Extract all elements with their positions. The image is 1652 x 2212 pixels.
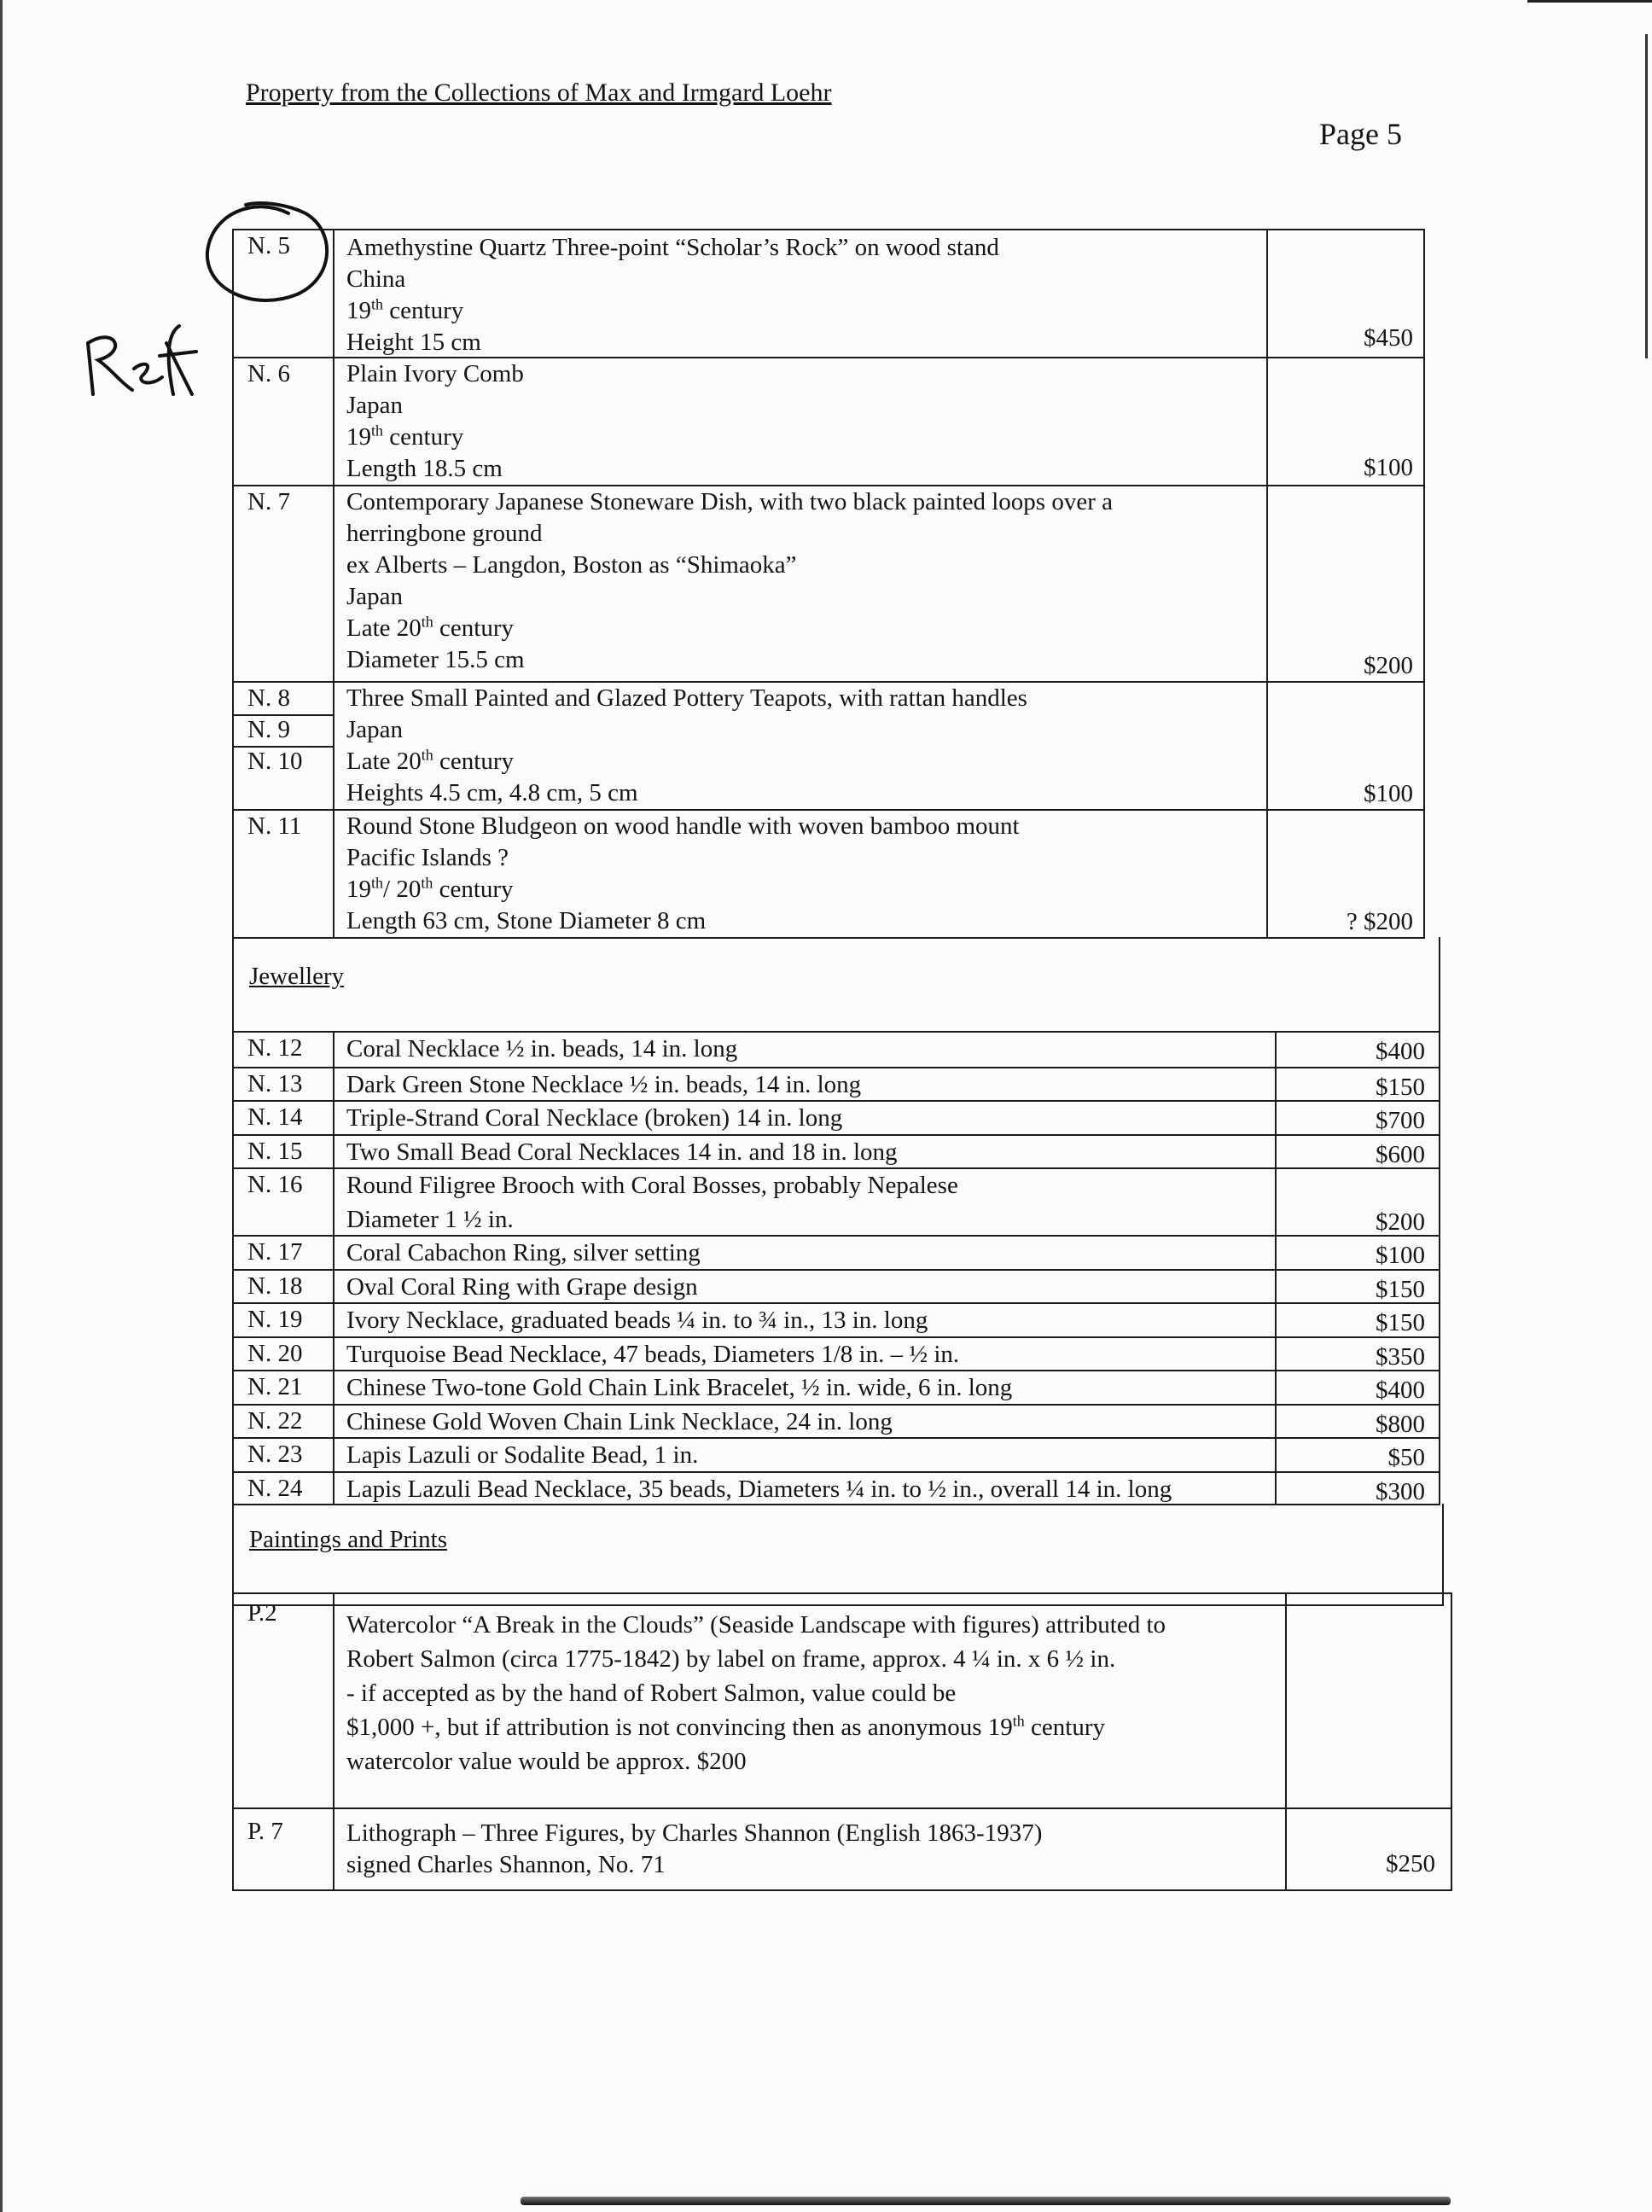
item-number: P.2: [247, 1599, 277, 1627]
table-row: [234, 1067, 1439, 1101]
item-number: N. 14: [247, 1103, 303, 1131]
item-description: Two Small Bead Coral Necklaces 14 in. and 18 in. long: [346, 1138, 898, 1166]
table-row: [234, 681, 1423, 809]
item-description: Chinese Gold Woven Chain Link Necklace, 24 in. long: [346, 1407, 893, 1435]
item-number: N. 19: [247, 1306, 303, 1333]
item-number: N. 12: [247, 1034, 303, 1062]
item-price: $150: [1376, 1309, 1425, 1336]
table-row: [234, 1471, 1439, 1505]
item-number: N. 17: [247, 1238, 303, 1266]
item-number: N. 5: [247, 232, 290, 259]
items-table-top: [232, 229, 1425, 939]
item-price: $300: [1376, 1477, 1425, 1505]
item-price: $150: [1376, 1275, 1425, 1303]
item-description: Coral Cabachon Ring, silver setting: [346, 1239, 701, 1266]
item-description: Lapis Lazuli Bead Necklace, 35 beads, Diameters ¼ in. to ½ in., overall 14 in. long: [346, 1475, 1172, 1503]
table-row: [234, 1235, 1439, 1269]
section-heading: Jewellery: [249, 963, 345, 990]
item-description: Ivory Necklace, graduated beads ¼ in. to ¾ in., 13 in. long: [346, 1307, 928, 1334]
paintings-table: [232, 1592, 1452, 1891]
table-row: [234, 1167, 1439, 1235]
item-description: Coral Necklace ½ in. beads, 14 in. long: [346, 1035, 738, 1062]
item-number: N. 11: [247, 812, 302, 840]
item-price: $800: [1376, 1410, 1425, 1438]
item-price: $400: [1376, 1377, 1425, 1404]
item-price: $50: [1387, 1444, 1425, 1471]
item-description: Lapis Lazuli or Sodalite Bead, 1 in.: [346, 1441, 699, 1469]
table-row: [234, 1437, 1439, 1471]
jewellery-table: [232, 1031, 1440, 1505]
item-price: $450: [1364, 324, 1413, 352]
item-number: N. 18: [247, 1272, 303, 1300]
item-description: Turquoise Bead Necklace, 47 beads, Diameters 1/8 in. – ½ in.: [346, 1340, 960, 1368]
item-description: Oval Coral Ring with Grape design: [346, 1272, 698, 1301]
table-row: [234, 485, 1423, 681]
table-row: [234, 1404, 1439, 1438]
item-number: N. 20: [247, 1339, 303, 1367]
item-description: Triple-Strand Coral Necklace (broken) 14 in. long: [346, 1104, 843, 1132]
item-price: $100: [1376, 1242, 1425, 1269]
section-heading: Paintings and Prints: [249, 1526, 448, 1553]
item-number: N. 10: [247, 748, 303, 775]
item-description: Round Stone Bludgeon on wood handle with woven bamboo mount Pacific Islands ? 19th/ 20th century Length 63 cm, Stone Diameter 8 cm: [346, 812, 1020, 934]
item-price: $350: [1376, 1342, 1425, 1371]
item-price: $700: [1376, 1107, 1425, 1134]
item-price: $400: [1376, 1038, 1425, 1065]
table-row: [234, 1302, 1439, 1336]
table-row: [234, 1100, 1439, 1134]
item-description: Contemporary Japanese Stoneware Dish, with two black painted loops over a herringbone ground ex Alberts – Langdon, Boston as “Shimaoka” Japan Late 20th century Diameter 15.5 cm: [346, 488, 1113, 673]
table-row: [234, 1370, 1439, 1404]
table-row: [234, 1807, 1451, 1889]
item-number: N. 13: [247, 1069, 303, 1097]
table-row: [234, 1336, 1439, 1371]
item-number: N. 21: [247, 1373, 303, 1400]
item-price: $200: [1364, 652, 1413, 679]
item-price: $600: [1376, 1140, 1425, 1168]
item-price: $100: [1364, 454, 1413, 481]
item-number: N. 7: [247, 488, 290, 515]
item-description: Dark Green Stone Necklace ½ in. beads, 14 in. long: [346, 1070, 862, 1098]
item-price: ? $200: [1346, 908, 1413, 935]
item-number: N. 15: [247, 1137, 303, 1165]
item-number: N. 24: [247, 1474, 303, 1502]
item-description: Amethystine Quartz Three-point “Scholar’s Rock” on wood stand China 19th century Height 15 cm: [346, 234, 999, 356]
item-description: Watercolor “A Break in the Clouds” (Seaside Landscape with figures) attributed to Robert Salmon (circa 1775-1842) by label on frame, approx. 4 ¼ in. x 6 ½ in. - if accepted as by the hand of Robert Salmon, value could be $1,000 +, but if attribution is not convincing then as anonymous 19th century watercolor value would be approx. $200: [346, 1611, 1166, 1775]
document-title: Property from the Collections of Max and Irmgard Loehr: [246, 79, 832, 107]
page-edge: [0, 0, 3, 2212]
item-description: Three Small Painted and Glazed Pottery Teapots, with rattan handles Japan Late 20th century Heights 4.5 cm, 4.8 cm, 5 cm: [346, 684, 1027, 806]
item-description: Plain Ivory Comb Japan 19th century Length 18.5 cm: [346, 360, 524, 482]
jewellery-section: [232, 937, 1440, 1033]
item-description: Round Filigree Brooch with Coral Bosses, probably Nepalese Diameter 1 ½ in.: [346, 1172, 958, 1233]
page-number: Page 5: [1319, 117, 1402, 151]
item-number: N. 23: [247, 1441, 303, 1468]
item-number: N. 16: [247, 1171, 303, 1198]
item-description: Lithograph – Three Figures, by Charles Shannon (English 1863-1937) signed Charles Shannon, No. 71: [346, 1819, 1043, 1878]
table-row: [234, 809, 1423, 937]
item-number: N. 8: [247, 684, 290, 712]
item-description: Chinese Two-tone Gold Chain Link Bracelet, ½ in. wide, 6 in. long: [346, 1374, 1013, 1401]
table-row: [234, 1134, 1439, 1168]
table-row: [234, 1033, 1439, 1067]
table-row: [234, 1269, 1439, 1303]
table-row: [234, 1594, 1451, 1807]
page-edge: [1645, 34, 1648, 358]
table-row: [234, 357, 1423, 485]
item-number: N. 22: [247, 1406, 303, 1435]
table-row: [234, 230, 1423, 357]
paintings-section: [232, 1504, 1444, 1606]
item-price: $150: [1376, 1073, 1425, 1101]
item-number: N. 6: [247, 360, 290, 387]
item-number: P. 7: [247, 1818, 283, 1845]
page-edge: [1527, 0, 1652, 3]
page-edge: [521, 2197, 1451, 2205]
item-price: $250: [1386, 1850, 1435, 1877]
item-price: $100: [1364, 780, 1413, 807]
handwritten-ref-annotation: [81, 309, 201, 403]
item-number: N. 9: [247, 716, 290, 743]
item-price: $200: [1376, 1208, 1425, 1236]
